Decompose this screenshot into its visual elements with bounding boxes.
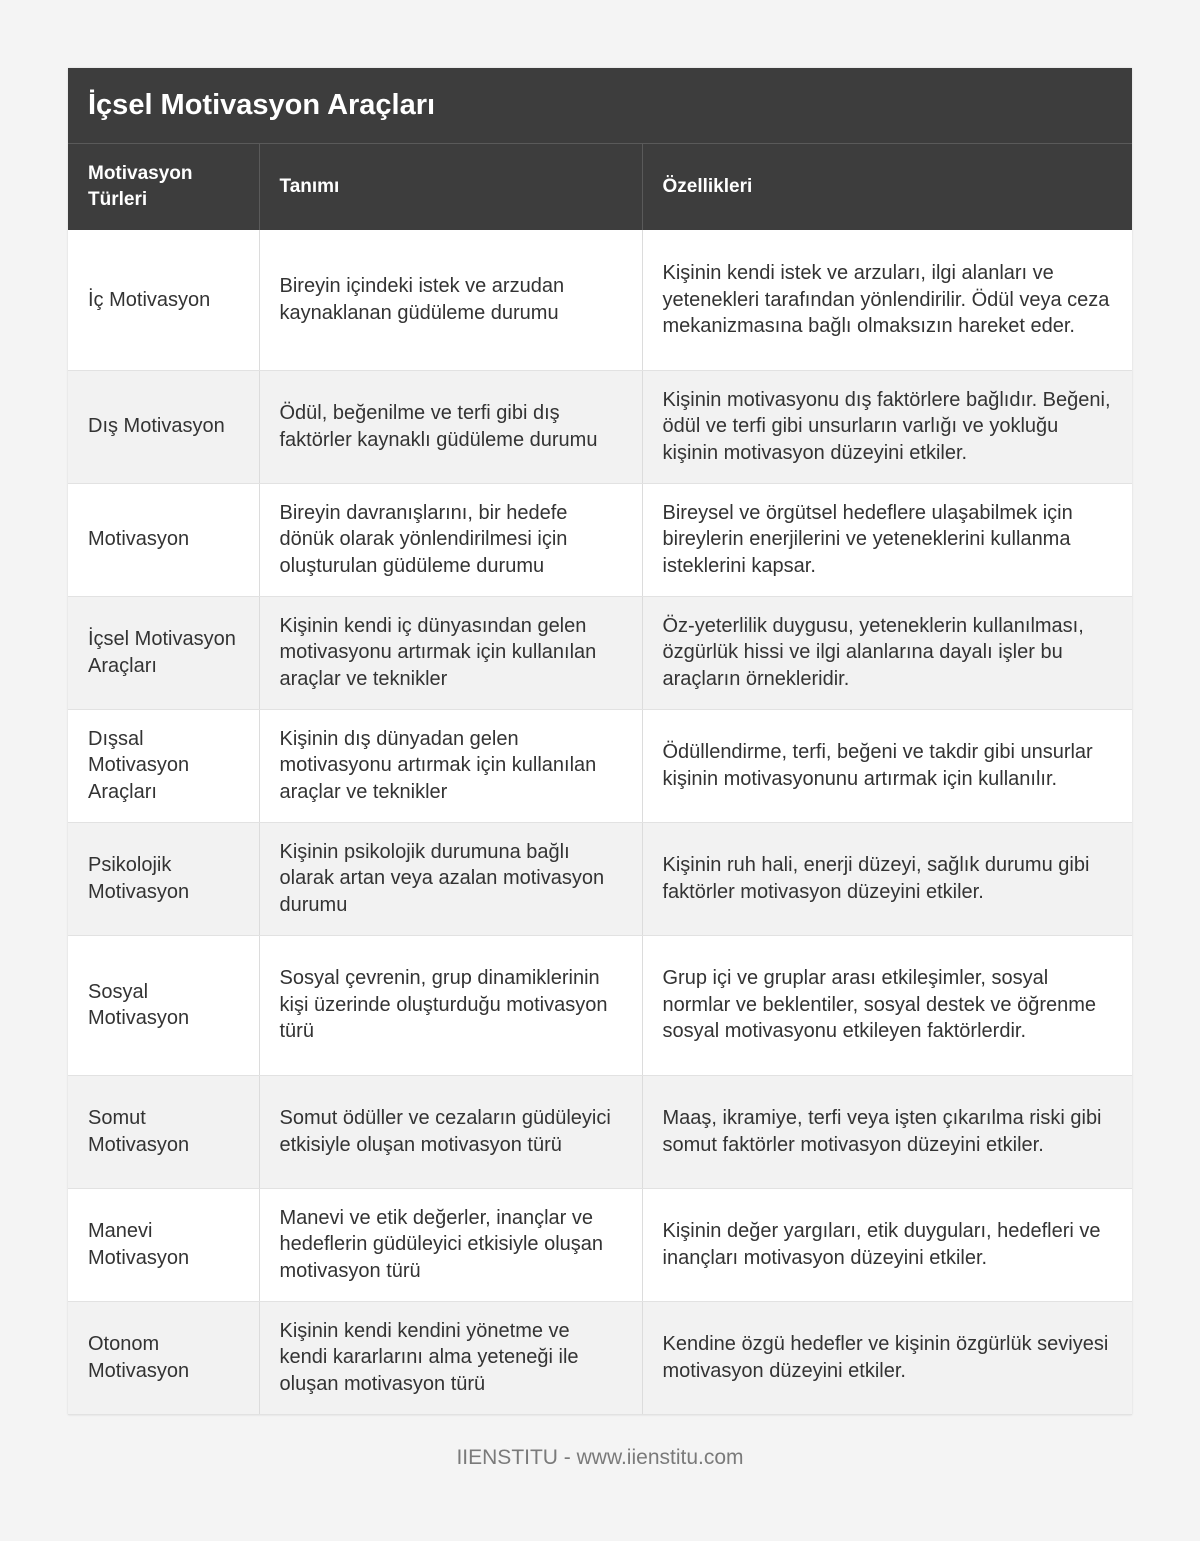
cell-definition: Kişinin psikolojik durumuna bağlı olarak artan veya azalan motivasyon durumu	[259, 822, 642, 935]
cell-definition: Sosyal çevrenin, grup dinamiklerinin kişi üzerinde oluşturduğu motivasyon türü	[259, 935, 642, 1075]
cell-definition: Kişinin kendi kendini yönetme ve kendi kararlarını alma yeteneği ile oluşan motivasyon türü	[259, 1301, 642, 1414]
cell-features: Bireysel ve örgütsel hedeflere ulaşabilmek için bireylerin enerjilerini ve yeteneklerini kullanma isteklerini kapsar.	[642, 483, 1132, 596]
table-header-row	[68, 144, 1132, 230]
table-row	[68, 1075, 1132, 1188]
cell-definition: Manevi ve etik değerler, inançlar ve hedeflerin güdüleyici etkisiyle oluşan motivasyon türü	[259, 1188, 642, 1301]
cell-definition: Kişinin dış dünyadan gelen motivasyonu artırmak için kullanılan araçlar ve teknikler	[259, 709, 642, 822]
cell-type: İçsel Motivasyon Araçları	[68, 596, 259, 709]
cell-type: Otonom Motivasyon	[68, 1301, 259, 1414]
cell-features: Kişinin değer yargıları, etik duyguları, hedefleri ve inançları motivasyon düzeyini etkiler.	[642, 1188, 1132, 1301]
cell-type: Motivasyon	[68, 483, 259, 596]
table-row	[68, 370, 1132, 483]
cell-features: Maaş, ikramiye, terfi veya işten çıkarılma riski gibi somut faktörler motivasyon düzeyini etkiler.	[642, 1075, 1132, 1188]
cell-definition: Bireyin davranışlarını, bir hedefe dönük olarak yönlendirilmesi için oluşturulan güdüleme durumu	[259, 483, 642, 596]
cell-type: Somut Motivasyon	[68, 1075, 259, 1188]
title-bar	[68, 68, 1132, 144]
cell-features: Kendine özgü hedefler ve kişinin özgürlük seviyesi motivasyon düzeyini etkiler.	[642, 1301, 1132, 1414]
cell-type: Psikolojik Motivasyon	[68, 822, 259, 935]
cell-definition: Kişinin kendi iç dünyasından gelen motivasyonu artırmak için kullanılan araçlar ve teknikler	[259, 596, 642, 709]
cell-features: Kişinin kendi istek ve arzuları, ilgi alanları ve yetenekleri tarafından yönlendirilir. Ödül veya ceza mekanizmasına bağlı olmaksızın hareket eder.	[642, 230, 1132, 370]
cell-definition: Bireyin içindeki istek ve arzudan kaynaklanan güdüleme durumu	[259, 230, 642, 370]
table-row	[68, 1301, 1132, 1414]
table-row	[68, 483, 1132, 596]
table-row	[68, 1188, 1132, 1301]
cell-type: İç Motivasyon	[68, 230, 259, 370]
cell-definition: Ödül, beğenilme ve terfi gibi dış faktörler kaynaklı güdüleme durumu	[259, 370, 642, 483]
table-row	[68, 709, 1132, 822]
page-title: İçsel Motivasyon Araçları	[88, 89, 436, 121]
table-row	[68, 230, 1132, 370]
column-header-types: Motivasyon Türleri	[68, 144, 259, 230]
cell-features: Kişinin ruh hali, enerji düzeyi, sağlık durumu gibi faktörler motivasyon düzeyini etkiler.	[642, 822, 1132, 935]
cell-features: Öz-yeterlilik duygusu, yeteneklerin kullanılması, özgürlük hissi ve ilgi alanlarına dayalı işler bu araçların örnekleridir.	[642, 596, 1132, 709]
cell-definition: Somut ödüller ve cezaların güdüleyici etkisiyle oluşan motivasyon türü	[259, 1075, 642, 1188]
table-row	[68, 935, 1132, 1075]
cell-features: Kişinin motivasyonu dış faktörlere bağlıdır. Beğeni, ödül ve terfi gibi unsurların varlığı ve yokluğu kişinin motivasyon düzeyini etkiler.	[642, 370, 1132, 483]
table-row	[68, 596, 1132, 709]
cell-type: Dış Motivasyon	[68, 370, 259, 483]
cell-type: Dışsal Motivasyon Araçları	[68, 709, 259, 822]
column-header-features: Özellikleri	[642, 144, 1132, 230]
motivation-table-card	[68, 68, 1132, 1415]
cell-type: Manevi Motivasyon	[68, 1188, 259, 1301]
cell-features: Grup içi ve gruplar arası etkileşimler, sosyal normlar ve beklentiler, sosyal destek ve öğrenme sosyal motivasyonu etkileyen faktörlerdir.	[642, 935, 1132, 1075]
column-header-definition: Tanımı	[259, 144, 642, 230]
footer-credit: IIENSTITU - www.iienstitu.com	[456, 1446, 744, 1469]
cell-features: Ödüllendirme, terfi, beğeni ve takdir gibi unsurlar kişinin motivasyonunu artırmak için kullanılır.	[642, 709, 1132, 822]
cell-type: Sosyal Motivasyon	[68, 935, 259, 1075]
table-row	[68, 822, 1132, 935]
motivation-table	[68, 144, 1132, 1415]
